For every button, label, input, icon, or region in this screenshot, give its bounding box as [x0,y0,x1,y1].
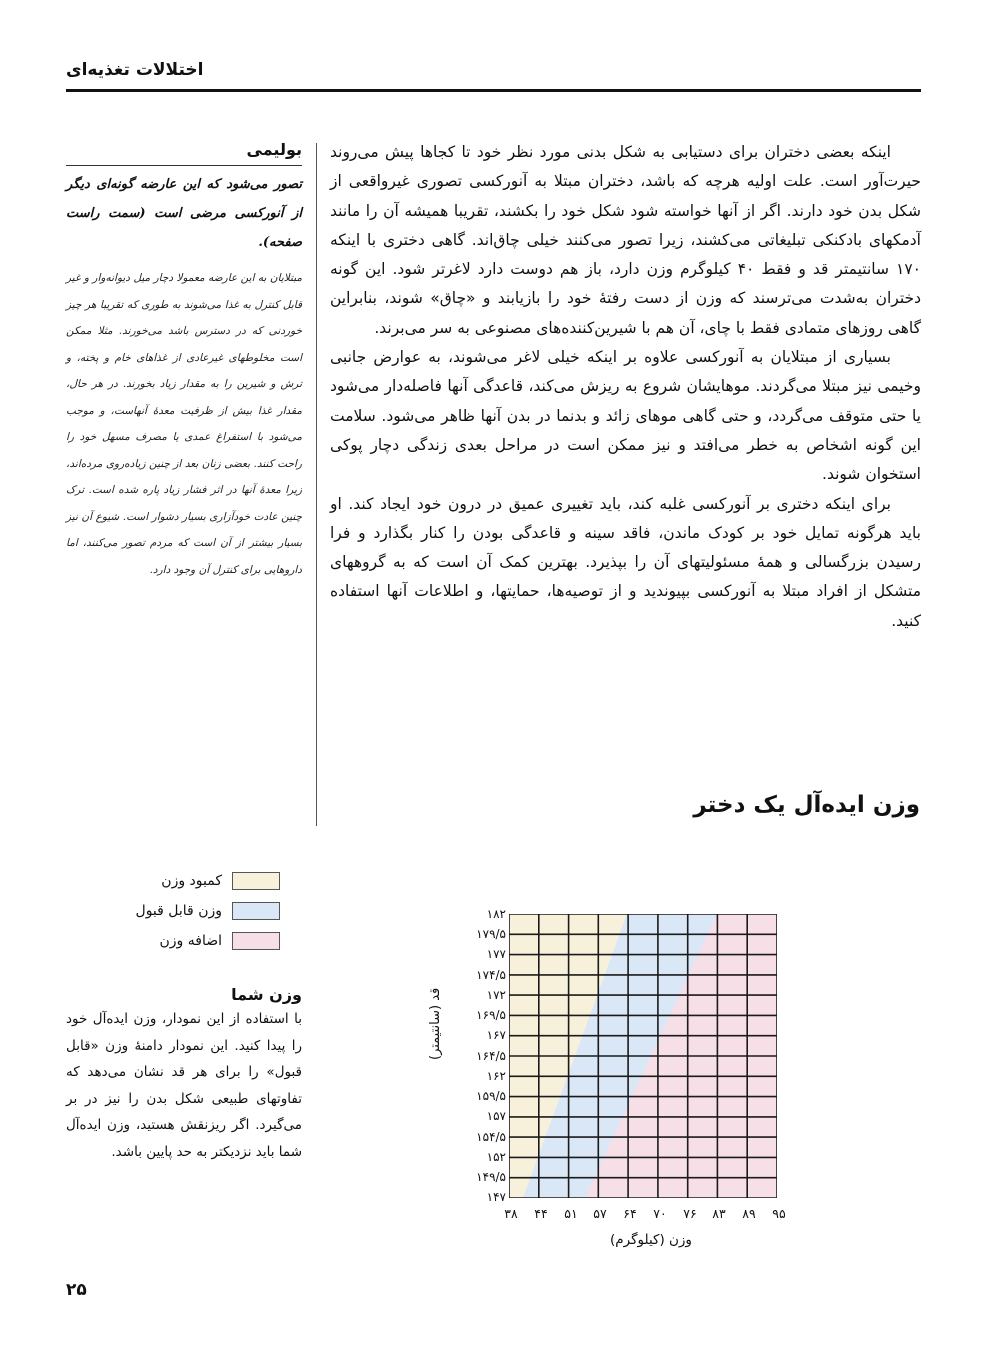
chart-title: وزن ایده‌آل یک دختر [693,792,920,818]
main-paragraph: بسیاری از مبتلایان به آنورکسی علاوه بر اینکه خیلی لاغر می‌شوند، به عوارض جانبی وخیمی نیز مبتلا می‌گردند. موهایشان شروع به ریزش می‌کند، قاعدگی آنها فاصله‌دار می‌شود یا حتی متوقف می‌گردد، و حتی گاهی موهای زائد و بدنما در بدن آنها ظاهر می‌شود. سلامت این گونه اشخاص به خطر می‌افتد و نیز ممکن است در مراحل بعدی زندگی دچار پوکی استخوان شوند. [330,348,921,484]
y-tick: ۱۴۷ [486,1190,506,1204]
your-weight-box [66,985,302,1165]
y-tick: ۱۵۴/۵ [476,1130,506,1144]
y-tick: ۱۵۹/۵ [476,1089,506,1103]
sidebar-body: مبتلایان به این عارضه معمولا دچار میل دیوانه‌وار و غیر قابل کنترل به غذا می‌شوند به طوری که تقریبا هر چیز خوردنی که در دسترس باشد می‌خورند. مثلا ممکن است مخلوطهای غیرعادی از غذاهای خام و پخته، و ترش و شیرین را به مقدار زیاد بخورند. در هر حال، مقدار غذا بیش از ظرفیت معدهٔ آنهاست، و موجب می‌شود با استفراغ عمدی یا مصرف مسهل خود را راحت کنند. بعضی زنان بعد از چنین زیاده‌روی مرده‌اند، زیرا معدهٔ آنها در اثر فشار زیاد پاره شده است. ترک چنین عادت خودآزاری بسیار دشوار است. شیوع آن نیز بسیار بیشتر از آن است که مردم تصور می‌کنند، اما داروهایی برای کنترل آن وجود دارد. [66,272,302,576]
x-tick: ۷۰ [653,1206,667,1221]
page-number: ۲۵ [66,1280,87,1300]
y-tick: ۱۶۹/۵ [476,1008,506,1022]
y-tick: ۱۷۴/۵ [476,968,506,982]
y-tick: ۱۷۹/۵ [476,927,506,941]
x-tick: ۵۷ [593,1206,607,1221]
chart-plot-area [509,914,777,1198]
ideal-weight-chart [420,900,800,1260]
x-axis-label: وزن (کیلوگرم) [610,1232,692,1248]
y-tick: ۱۵۷ [486,1109,506,1123]
legend-item-underweight [100,866,280,896]
chart-legend [100,866,280,956]
legend-label: وزن قابل قبول [135,903,222,919]
legend-label: اضافه وزن [159,933,222,949]
column-divider [316,143,317,826]
your-weight-title: وزن شما [231,985,302,1004]
y-tick: ۱۴۹/۵ [476,1170,506,1184]
x-tick: ۸۳ [712,1206,726,1221]
main-text [330,138,921,636]
main-paragraph: اینکه بعضی دختران برای دستیابی به شکل بدنی مورد نظر خود تا کجاها پیش می‌روند حیرت‌آور است. علت اولیه هرچه که باشد، دختران مبتلا به آنورکسی تصوری غیرواقعی از شکل بدن خود دارند. اگر از آنها خواسته شود شکل خود را بکشند، تقریبا همیشه آن را مانند آدمکهای بادکنکی تبلیغاتی می‌کشند، زیرا تصور می‌کنند خیلی چاق‌اند. گاهی دختری با اینکه ۱۷۰ سانتیمتر قد و فقط ۴۰ کیلوگرم وزن دارد، باز هم دوست دارد لاغرتر شود. این گونه دختران به‌شدت می‌ترسند که وزن از دست رفتهٔ خود را بازیابند و «چاق» شوند، بنابراین گاهی روزهای متمادی فقط با چای، آن هم با شیرین‌کننده‌های مصنوعی به سر می‌برند. [330,143,921,337]
y-tick: ۱۶۷ [486,1028,506,1042]
x-tick: ۷۶ [683,1206,697,1221]
legend-item-acceptable [100,896,280,926]
y-tick: ۱۵۲ [486,1150,506,1164]
x-tick: ۶۴ [623,1206,637,1221]
legend-swatch-underweight [232,872,280,890]
x-tick: ۳۸ [504,1206,518,1221]
legend-label: کمبود وزن [161,873,222,889]
legend-swatch-acceptable [232,902,280,920]
sidebar-title: بولیمی [66,140,302,166]
x-tick: ۹۵ [772,1206,786,1221]
y-tick: ۱۷۲ [486,988,506,1002]
legend-item-overweight [100,926,280,956]
bulimia-sidebar [66,140,302,583]
y-tick: ۱۶۴/۵ [476,1049,506,1063]
x-tick: ۴۴ [534,1206,548,1221]
legend-swatch-overweight [232,932,280,950]
your-weight-text: با استفاده از این نمودار، وزن ایده‌آل خود را پیدا کنید. این نمودار دامنهٔ وزن «قابل قبول» را برای هر قد نشان می‌دهد که تفاوتهای طبیعی شکل بدن را نیز در بر می‌گیرد. اگر ریزنقش هستید، وزن ایده‌آل شما باید نزدیکتر به حد پایین باشد. [66,1011,302,1160]
x-tick: ۸۹ [742,1206,756,1221]
header-rule [66,89,921,92]
main-paragraph: برای اینکه دختری بر آنورکسی غلبه کند، باید تغییری عمیق در درون خود ایجاد کند. او باید هرگونه تمایل خود بر کودک ماندن، فاقد سینه و قاعدگی بودن را کنار بگذارد و فرا رسیدن بزرگسالی و همهٔ مسئولیتهای آن را بپذیرد. بهترین کمک آن است که به گروههای متشکل از افراد مبتلا به آنورکسی بپیوندید و از توصیه‌ها، حمایتها، و اطلاعات آنها استفاده کنید. [330,494,921,630]
sidebar-lead: تصور می‌شود که این عارضه گونه‌ای دیگر از آنورکسی مرضی است (سمت راست صفحه). [66,177,302,250]
x-tick: ۵۱ [564,1206,578,1221]
y-tick: ۱۷۷ [486,947,506,961]
y-tick: ۱۶۲ [486,1069,506,1083]
chart-regions-and-grid [509,914,777,1198]
chapter-title: اختلالات تغذیه‌ای [66,60,204,80]
y-axis-label: قد (سانتیمتر) [428,987,443,1060]
y-tick: ۱۸۲ [486,907,506,921]
